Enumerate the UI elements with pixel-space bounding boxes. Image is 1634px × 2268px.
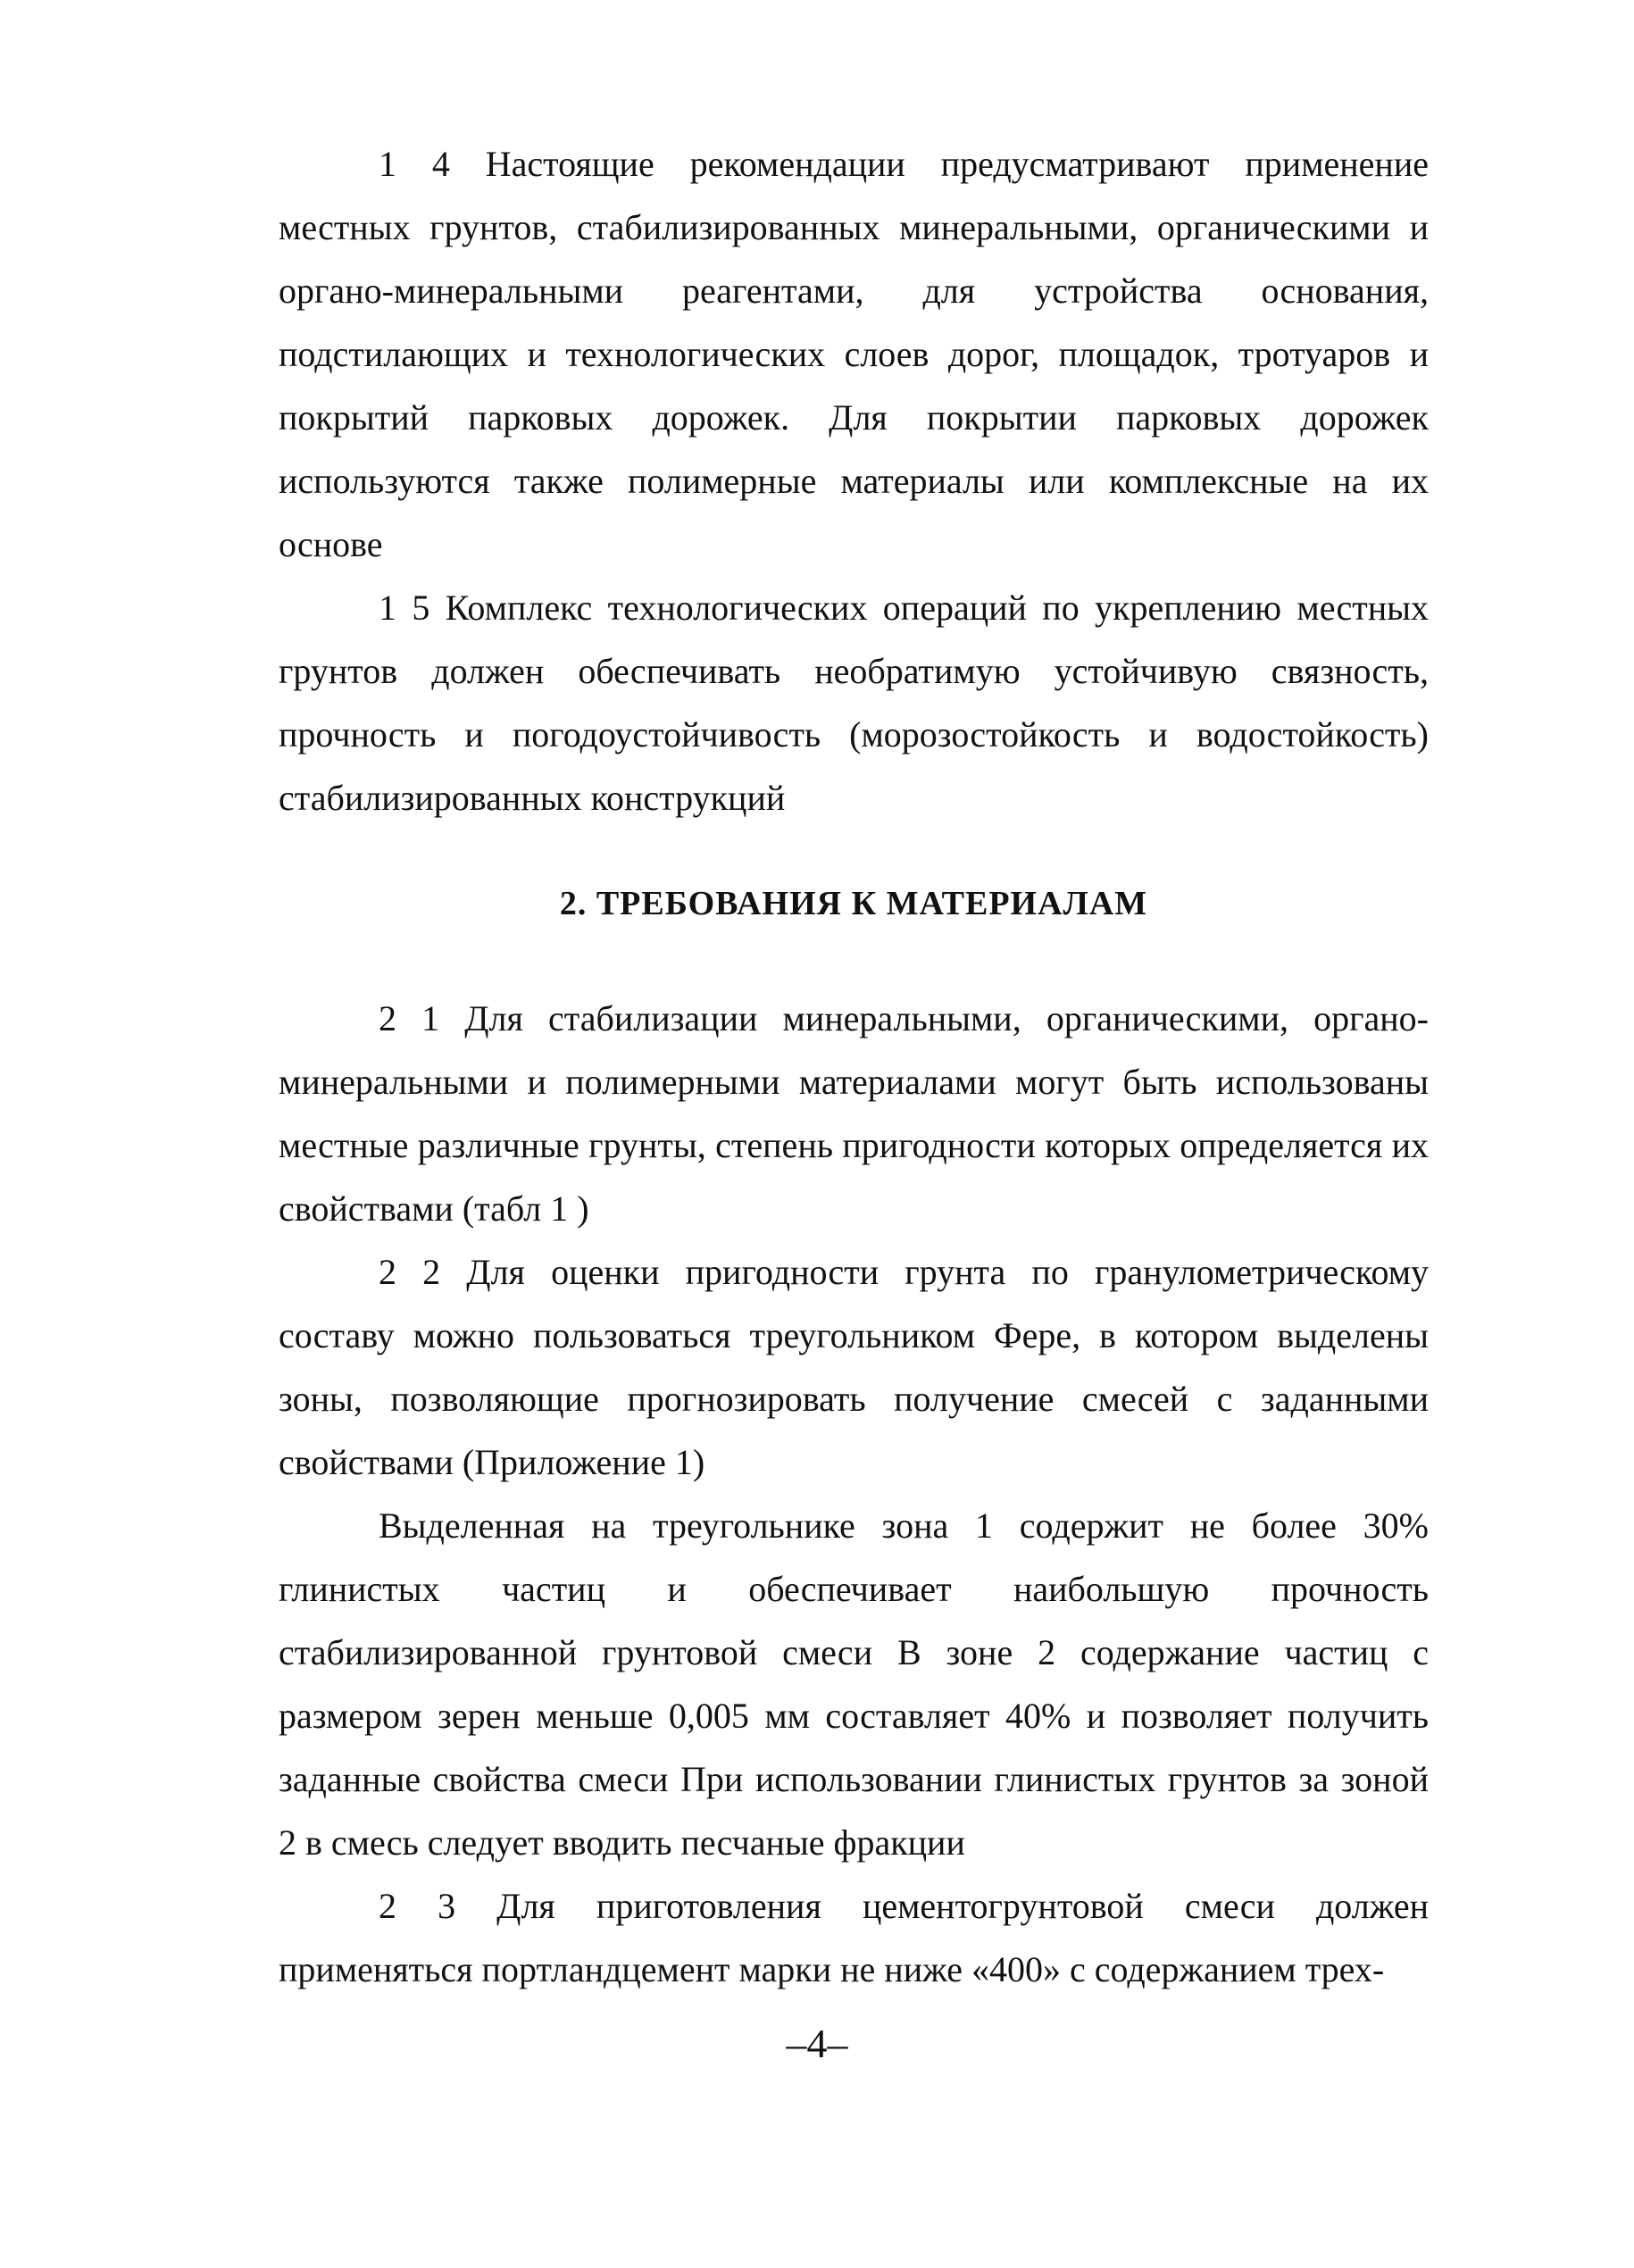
paragraph-1-5: 1 5 Комплекс технологических операций по укреплению местных грунтов должен обеспечивать необратимую устойчивую связность, прочность и погодоустойчивость (морозостойкость и водостойкость) стабилизированных конструкций [279,588,1429,818]
page-number: –4– [786,2021,848,2066]
paragraph-2-2: 2 2 Для оценки пригодности грунта по гранулометрическому составу можно пользоваться треугольником Фере, в котором выделены зоны, позволяющие прогнозировать получение смесей с заданными свойствами (Приложение 1) [279,1252,1429,1482]
paragraph-2-1: 2 1 Для стабилизации минеральными, органическими, органо-минеральными и полимерными материалами могут быть использованы местные различные грунты, степень пригодности которых определяется их свойствами (табл 1 ) [279,998,1429,1229]
paragraph-2-2-zones: Выделенная на треугольнике зона 1 содержит не более 30% глинистых частиц и обеспечивает наибольшую прочность стабилизированной грунтовой смеси В зоне 2 содержание частиц с размером зерен меньше 0,005 мм составляет 40% и позволяет получить заданные свойства смеси При использовании глинистых грунтов за зоной 2 в смесь следует вводить песчаные фракции [279,1505,1429,1863]
section-2-paragraphs [279,987,1429,2001]
paragraph-1-4: 1 4 Настоящие рекомендации предусматривают применение местных грунтов, стабилизированных минеральными, органическими и органо-минеральными реагентами, для устройства основания, подстилающих и технологических слоев дорог, площадок, тротуаров и покрытий парковых дорожек. Для покрытии парковых дорожек используются также полимерные материалы или комплексные на их основе [279,144,1429,564]
section-heading: 2. ТРЕБОВАНИЯ К МАТЕРИАЛАМ [559,885,1148,922]
intro-paragraphs [279,132,1429,830]
paragraph-2-3: 2 3 Для приготовления цементогрунтовой смеси должен применяться портландцемент марки не ниже «400» с содержанием трех- [279,1886,1429,1989]
